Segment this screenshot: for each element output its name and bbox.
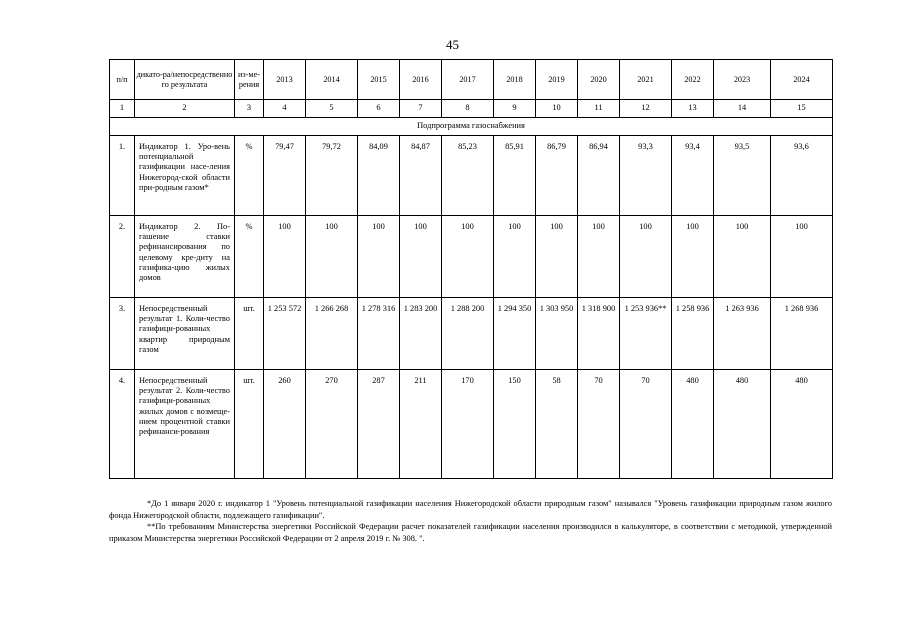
column-number: 12 [620,100,672,118]
row-value: 287 [358,370,400,479]
row-value: 1 318 900 [578,298,620,370]
row-value: 270 [306,370,358,479]
column-number: 13 [672,100,714,118]
row-value: 1 283 200 [400,298,442,370]
table-row [110,136,833,216]
row-name: Непосредственный результат 1. Коли-чество газифици-рованных квартир природным газом [135,298,235,370]
column-number: 6 [358,100,400,118]
row-value: 100 [442,216,494,298]
row-value: 86,79 [536,136,578,216]
row-unit: шт. [235,370,264,479]
column-number: 15 [771,100,833,118]
row-value: 85,23 [442,136,494,216]
row-value: 100 [306,216,358,298]
row-number: 1. [110,136,135,216]
row-value: 100 [400,216,442,298]
row-unit: % [235,136,264,216]
row-name: Индикатор 2. По-гашение ставки рефинансирования по целевому кре-диту на газифика-цию жилых домов [135,216,235,298]
row-value: 79,47 [264,136,306,216]
column-number: 8 [442,100,494,118]
column-number: 5 [306,100,358,118]
header-name: дикато-ра/непосредственно го результата [135,60,235,100]
subprogram-row [110,118,833,136]
row-value: 93,5 [714,136,771,216]
table-row [110,298,833,370]
row-value: 79,72 [306,136,358,216]
row-value: 480 [672,370,714,479]
row-value: 211 [400,370,442,479]
row-value: 1 268 936 [771,298,833,370]
header-year: 2022 [672,60,714,100]
row-value: 1 266 268 [306,298,358,370]
row-value: 84,09 [358,136,400,216]
footnotes [109,498,832,544]
row-value: 170 [442,370,494,479]
page-number: 45 [446,37,459,52]
row-value: 100 [672,216,714,298]
footnote-1: *До 1 января 2020 г. индикатор 1 "Уровень потенциальной газификации населения Нижегородской области природным газом" назывался "Уровень газификации природным газом жилого фонда Нижегородской области, подлежащего газификации". [109,499,832,520]
row-value: 480 [771,370,833,479]
header-year: 2015 [358,60,400,100]
column-number: 4 [264,100,306,118]
row-value: 150 [494,370,536,479]
row-value: 100 [771,216,833,298]
row-value: 100 [494,216,536,298]
column-number: 1 [110,100,135,118]
row-name: Индикатор 1. Уро-вень потенциальной газификации насе-ления Нижегород-ской области при-родным газом* [135,136,235,216]
row-number: 2. [110,216,135,298]
footnote-2: **По требованиям Министерства энергетики Российской Федерации расчет показателей газификации населения производился в калькуляторе, в соответствии с методикой, утвержденной приказом Министерства энергетики Российской Федерации от 2 апреля 2019 г. № 308. ". [109,522,832,543]
header-num: п/п [110,60,135,100]
column-number: 3 [235,100,264,118]
column-number: 14 [714,100,771,118]
table-row [110,216,833,298]
row-value: 260 [264,370,306,479]
row-value: 100 [578,216,620,298]
row-value: 93,3 [620,136,672,216]
row-value: 100 [620,216,672,298]
header-year: 2019 [536,60,578,100]
column-number: 9 [494,100,536,118]
row-value: 1 278 316 [358,298,400,370]
row-value: 100 [358,216,400,298]
header-year: 2014 [306,60,358,100]
column-number: 10 [536,100,578,118]
row-unit: % [235,216,264,298]
indicators-table [109,59,833,479]
row-value: 70 [578,370,620,479]
row-value: 1 263 936 [714,298,771,370]
header-year: 2024 [771,60,833,100]
row-value: 100 [536,216,578,298]
row-value: 1 258 936 [672,298,714,370]
header-unit: из-ме-рения [235,60,264,100]
column-number: 11 [578,100,620,118]
header-year: 2021 [620,60,672,100]
row-value: 70 [620,370,672,479]
header-row [110,60,833,100]
row-name: Непосредственный результат 2. Коли-чество газифици-рованных жилых домов с возмеще-нием процентной ставки рефинанси-рования [135,370,235,479]
column-number: 7 [400,100,442,118]
row-value: 480 [714,370,771,479]
header-year: 2018 [494,60,536,100]
row-value: 1 253 936** [620,298,672,370]
table-row [110,370,833,479]
column-number-row [110,100,833,118]
row-number: 3. [110,298,135,370]
row-value: 93,4 [672,136,714,216]
row-value: 58 [536,370,578,479]
header-year: 2017 [442,60,494,100]
row-value: 1 288 200 [442,298,494,370]
header-year: 2020 [578,60,620,100]
row-value: 100 [264,216,306,298]
row-value: 84,87 [400,136,442,216]
row-value: 1 303 950 [536,298,578,370]
row-unit: шт. [235,298,264,370]
header-year: 2023 [714,60,771,100]
row-value: 85,91 [494,136,536,216]
row-value: 93,6 [771,136,833,216]
subprogram-title: Подпрограмма газоснабжения [110,118,833,136]
row-value: 1 294 350 [494,298,536,370]
row-value: 86,94 [578,136,620,216]
header-year: 2013 [264,60,306,100]
column-number: 2 [135,100,235,118]
row-value: 100 [714,216,771,298]
row-number: 4. [110,370,135,479]
header-year: 2016 [400,60,442,100]
row-value: 1 253 572 [264,298,306,370]
